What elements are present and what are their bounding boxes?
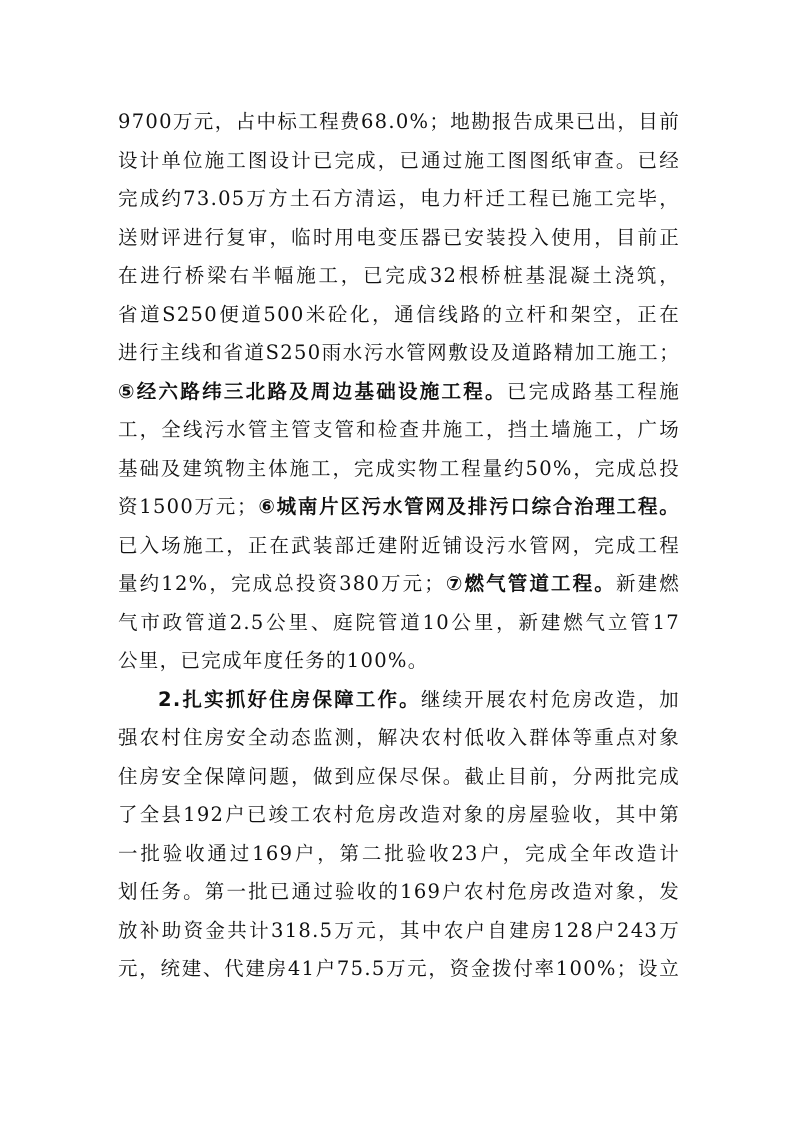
text-segment: 继续开展农村危房改造，加 bbox=[420, 687, 680, 711]
text-line bbox=[118, 719, 680, 758]
text-line bbox=[118, 835, 680, 874]
text-line bbox=[118, 296, 680, 335]
section-heading: ⑥城南片区污水管网及排污口综合治理工程。 bbox=[257, 495, 680, 518]
text-line bbox=[118, 796, 680, 835]
text-line bbox=[118, 604, 680, 643]
text-segment: 省道S250便道500米砼化，通信线路的立杆和架空，正在 bbox=[118, 302, 680, 326]
text-segment: 进行主线和省道S250雨水污水管网敷设及道路精加工施工； bbox=[118, 341, 680, 364]
text-segment: 基础及建筑物主体施工，完成实物工程量约50%，完成总投 bbox=[118, 456, 680, 480]
text-segment: 工，全线污水管主管支管和检查井施工，挡土墙施工，广场 bbox=[118, 418, 680, 441]
text-segment: 了全县192户已竣工农村危房改造对象的房屋验收，其中第 bbox=[118, 803, 680, 826]
section-heading: ⑦燃气管道工程。 bbox=[445, 572, 616, 595]
text-segment: 公里，已完成年度任务的100%。 bbox=[118, 649, 429, 672]
text-segment: 元，统建、代建房41户75.5万元，资金拨付率100%；设立 bbox=[118, 957, 680, 980]
section-heading: 2.扎实抓好住房保障工作。 bbox=[158, 687, 421, 711]
text-segment: 完成约73.05万方土石方清运，电力杆迁工程已施工完毕， bbox=[118, 187, 680, 210]
text-line bbox=[118, 411, 680, 450]
text-segment: 量约12%，完成总投资380万元； bbox=[118, 572, 446, 595]
text-segment: 气市政管道2.5公里、庭院管道10公里，新建燃气立管17 bbox=[118, 610, 680, 634]
text-line bbox=[118, 488, 680, 527]
text-line bbox=[118, 373, 680, 412]
text-line bbox=[118, 103, 680, 142]
text-segment: 已完成路基工程施 bbox=[506, 379, 680, 403]
text-line bbox=[118, 873, 680, 912]
text-segment: 强农村住房安全动态监测，解决农村低收入群体等重点对象 bbox=[118, 726, 680, 749]
text-line bbox=[118, 334, 680, 373]
text-line bbox=[118, 142, 680, 181]
text-segment: 设计单位施工图设计已完成，已通过施工图图纸审查。已经 bbox=[118, 148, 680, 172]
text-line bbox=[118, 681, 680, 720]
text-line bbox=[118, 257, 680, 296]
text-segment: 划任务。第一批已通过验收的169户农村危房改造对象，发 bbox=[118, 880, 680, 903]
text-line bbox=[118, 219, 680, 258]
body-text bbox=[118, 103, 680, 989]
text-segment: 住房安全保障问题，做到应保尽保。截止目前，分两批完成 bbox=[118, 764, 680, 788]
text-segment: 送财评进行复审，临时用电变压器已安装投入使用，目前正 bbox=[118, 225, 680, 249]
text-segment: 资1500万元； bbox=[118, 495, 258, 518]
text-line bbox=[118, 912, 680, 951]
text-line bbox=[118, 950, 680, 989]
text-line bbox=[118, 450, 680, 489]
text-line bbox=[118, 565, 680, 604]
text-line bbox=[118, 527, 680, 566]
text-line bbox=[118, 180, 680, 219]
section-heading: ⑤经六路纬三北路及周边基础设施工程。 bbox=[118, 379, 507, 403]
text-segment: 已入场施工，正在武装部迁建附近铺设污水管网，完成工程 bbox=[118, 533, 680, 557]
text-segment: 一批验收通过169户，第二批验收23户，完成全年改造计 bbox=[118, 841, 680, 865]
text-segment: 在进行桥梁右半幅施工，已完成32根桥桩基混凝土浇筑， bbox=[118, 264, 680, 287]
text-line bbox=[118, 758, 680, 797]
text-line bbox=[118, 642, 680, 681]
text-segment: 新建燃 bbox=[615, 572, 680, 595]
text-segment: 9700万元，占中标工程费68.0%；地勘报告成果已出，目前 bbox=[118, 110, 680, 133]
text-segment: 放补助资金共计318.5万元，其中农户自建房128户243万 bbox=[118, 918, 680, 942]
